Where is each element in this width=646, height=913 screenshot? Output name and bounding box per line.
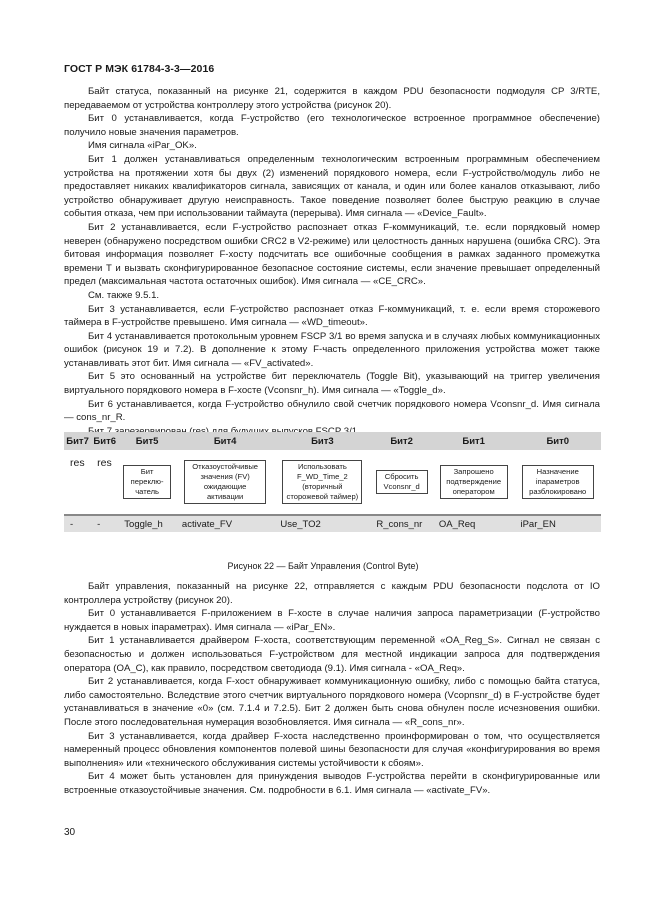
- table-header-cell: Бит2: [370, 432, 432, 450]
- paragraph: Бит 0 устанавливается, когда F-устройство (его технологическое встроенное программное обеспечение) получило новые значения параметров.: [64, 113, 600, 138]
- document-header: ГОСТ Р МЭК 61784-3-3—2016: [64, 63, 215, 75]
- paragraph: Бит 5 это основанный на устройстве бит переключатель (Toggle Bit), указывающий на триггер увеличения виртуального порядкового номера в F-хосте (Vconsnr_h). Имя сигнала — «Toggle_d».: [64, 371, 600, 397]
- signal-name: activate_FV: [176, 516, 274, 532]
- paragraph: Бит 3 устанавливается, когда драйвер F-хоста наследственно проинформирован о том, что осуществляется намеренный процесс обновления компонентов полевой шины безопасности для случая «конфигурирования во время выполнения» или «технического обслуживания системы устойчивости к сбоям».: [64, 730, 600, 769]
- paragraph: См. также 9.5.1.: [88, 289, 160, 301]
- table-description-row: [64, 450, 601, 514]
- paragraph: Бит 0 устанавливается F-приложением в F-хосте в случае наличия запроса параметризации (F-устройство нуждается в новых iпараметрах). Имя сигнала — «iPar_EN».: [64, 608, 600, 633]
- signal-name: R_cons_nr: [370, 516, 432, 532]
- bit-description: res: [70, 457, 85, 469]
- paragraph: Имя сигнала «iPar_OK».: [88, 140, 197, 152]
- bit-description: Сбросить Vconsnr_d: [376, 470, 428, 494]
- signal-name: OA_Req: [433, 516, 515, 532]
- table-cell: [514, 450, 601, 514]
- table-header-cell: Бит3: [274, 432, 370, 450]
- paragraph: Бит 6 устанавливается, когда F-устройство обнулило свой счетчик порядкового номера Vconsnr_d. Имя сигнала — cons_nr_R.: [64, 398, 600, 424]
- table-header-cell: Бит1: [433, 432, 515, 450]
- table-header-cell: Бит5: [118, 432, 176, 450]
- paragraph: Бит 2 устанавливается, когда F-хост обнаруживает коммуникационную ошибку, либо с помощью байта статуса, либо самостоятельно. Вследствие этого счетчик виртуального порядкового номера (Vcopnsnr_d) в F-устройстве будет устанавливаться в значение «0» (см. 7.1.4 и 7.2.5). Бит 2 должен быть снова обнулен после исчезновения ошибки. После этого последовательная нумерация возобновляется. Имя сигнала — «R_cons_nr».: [64, 676, 600, 728]
- table-cell: [370, 450, 432, 514]
- table-header-row: [64, 432, 601, 450]
- signal-name: -: [91, 516, 118, 532]
- table-cell: [176, 450, 274, 514]
- paragraph: Бит 4 устанавливается протокольным уровнем FSCP 3/1 во время запуска и в случаях любых коммуникационных ошибок (рисунок 19 и 7.2). В дополнение к этому F-часть определенного приложения устройства может также устанавливать этот бит. Имя сигнала — «FV_activated».: [64, 330, 600, 369]
- paragraph: Бит 4 может быть установлен для принуждения выводов F-устройства перейти в сконфигурированные или встроенные отказоустойчивые значения. См. подробности в 6.1. Имя сигнала — «activate_FV».: [64, 771, 600, 796]
- signal-name: Toggle_h: [118, 516, 176, 532]
- control-byte-table: [64, 432, 601, 532]
- bit-description: Использовать F_WD_Time_2 (вторичный сторожевой таймер): [282, 460, 362, 504]
- paragraph: Бит 1 должен устанавливаться определенным технологическим встроенным программным обеспечением устройства на протяжении хотя бы двух (2) изменений порядкового номера, если F-устройство/модуль либо не предоставляет никаких квалификаторов сигнала, зависящих от канала, и один или более каналов отказывают, либо устройство обнаруживает другую неисправность. Такое поведение позволяет более быструю реакцию в случае события отказа, чем при использовании таймаута (перерыва). Имя сигнала — «Device_Fault».: [64, 153, 600, 220]
- paragraph: Байт управления, показанный на рисунке 22, отправляется с каждым PDU безопасности подслота от IO контроллера устройству (рисунок 20).: [64, 581, 600, 606]
- table-header-cell: Бит6: [91, 432, 118, 450]
- bit-description: Бит переклю-чатель: [123, 465, 171, 499]
- signal-name: Use_TO2: [274, 516, 370, 532]
- table-cell: [118, 450, 176, 514]
- paragraph: Байт статуса, показанный на рисунке 21, содержится в каждом PDU безопасности подмодуля CP 3/RTE, передаваемом от устройства контроллеру этого устройства (рисунок 20).: [64, 86, 600, 111]
- signal-name: -: [64, 516, 91, 532]
- figure-caption: Рисунок 22 — Байт Управления (Control Byte): [227, 561, 419, 571]
- table-header-cell: Бит0: [514, 432, 601, 450]
- status-byte-description: [64, 85, 600, 438]
- page-number: 30: [64, 827, 76, 838]
- table-cell: [433, 450, 515, 514]
- paragraph: Бит 3 устанавливается, если F-устройство распознает отказ F-коммуникаций, т. е. если время сторожевого таймера в F-устройстве превышено. Имя сигнала — «WD_timeout».: [64, 303, 600, 329]
- signal-name: iPar_EN: [514, 516, 601, 532]
- table-cell: [274, 450, 370, 514]
- table-cell: [64, 450, 91, 514]
- paragraph: Бит 1 устанавливается драйвером F-хоста, соответствующим переменной «OA_Reg_S». Сигнал не связан с безопасностью и должен использоваться F-устройством для местной индикации запроса для подтверждения оператора (OA_C), как правило, посредством светодиода (9.1). Имя сигнала - «OA_Req».: [64, 635, 600, 674]
- bit-description: Отказоустойчивые значения (FV) ожидающие активации: [184, 460, 266, 504]
- table-header-cell: Бит4: [176, 432, 274, 450]
- paragraph: Бит 2 устанавливается, если F-устройство распознает отказ F-коммуникаций, т.е. если порядковый номер неверен (обнаружено посредством ошибки CRC2 в V2-режиме) или целостность данных нарушена (ошибка CRC). Эта битовая информация позволяет F-хосту подсчитать все ошибочные сообщения в рамках заданного промежутка времени T и вызвать сконфигурированное безопасное состояние системы, если значение превышает определенный предел (максимальная частота остаточных ошибок). Имя сигнала — «CE_CRC».: [64, 221, 600, 288]
- table-header-cell: Бит7: [64, 432, 91, 450]
- bit-description: Запрошено подтверждение оператором: [440, 465, 508, 499]
- bit-description: Назначение iпараметров разблокировано: [522, 465, 594, 499]
- table-cell: [91, 450, 118, 514]
- bit-description: res: [97, 457, 112, 469]
- table-signal-row: [64, 516, 601, 532]
- control-byte-description: [64, 580, 600, 798]
